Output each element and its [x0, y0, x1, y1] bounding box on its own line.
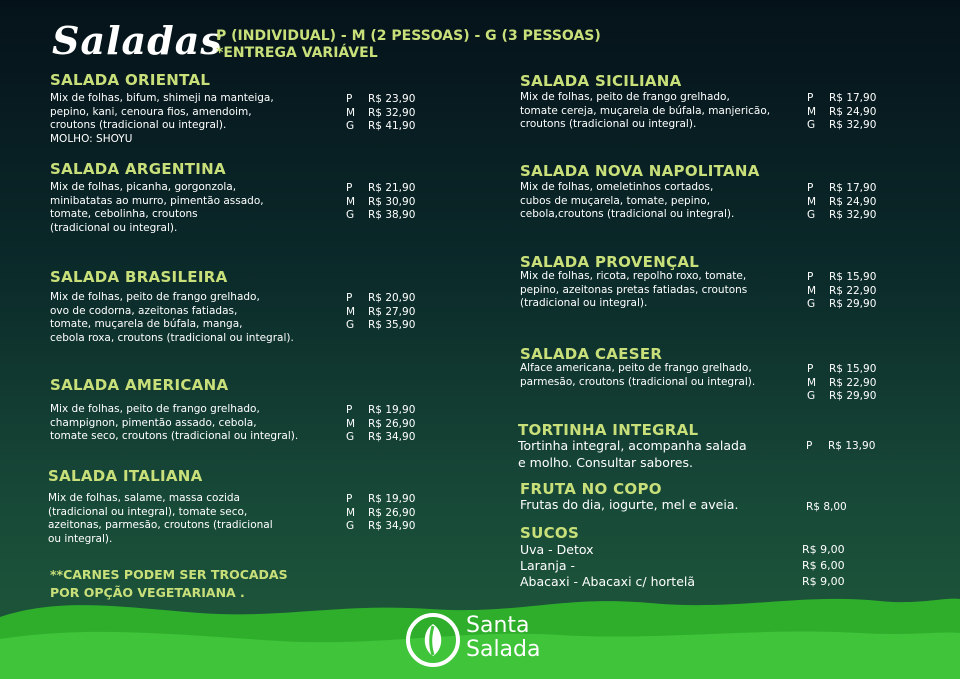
size-label: G: [346, 209, 355, 222]
desc-line: Mix de folhas, peito de frango grelhado,: [50, 403, 260, 415]
price: R$ 29,90: [829, 390, 877, 403]
menu-item-salad: [50, 160, 450, 234]
juice-label: Abacaxi - Abacaxi c/ hortelã: [520, 574, 696, 589]
menu-item-salad: [50, 376, 450, 444]
item-name: SALADA AMERICANA: [50, 376, 229, 394]
price: R$ 15,90: [829, 363, 877, 375]
price-row: [346, 107, 415, 121]
desc-line: cubos de muçarela, tomate, pepino,: [520, 194, 711, 207]
price: R$ 22,90: [829, 376, 877, 389]
price: R$ 17,90: [829, 182, 877, 194]
desc-line: cebola roxa, croutons (tradicional ou integral).: [50, 331, 294, 344]
menu-item-salad: [48, 467, 448, 545]
size-label: M: [346, 506, 356, 519]
item-name: SALADA ORIENTAL: [50, 71, 211, 89]
desc-line: champignon, pimentão assado, cebola,: [50, 416, 257, 429]
item-description: [50, 181, 264, 235]
size-label: P: [807, 271, 814, 283]
menu-item-sucos: [520, 524, 900, 542]
juice-label: Uva - Detox: [520, 542, 594, 557]
price: R$ 32,90: [368, 106, 416, 119]
price: R$ 8,00: [806, 501, 847, 513]
price-row: [807, 363, 876, 377]
price: R$ 21,90: [368, 182, 416, 194]
desc-line: tomate, cebolinha, croutons: [50, 208, 198, 221]
desc-line: tomate cereja, muçarela de búfala, manjericão,: [520, 104, 771, 117]
price: R$ 17,90: [829, 92, 877, 104]
size-label: M: [346, 417, 356, 430]
desc-line: minibatatas ao murro, pimentão assado,: [50, 194, 264, 207]
price-list: [346, 182, 415, 223]
juice-price: R$ 6,00: [802, 559, 845, 572]
juice-row: [520, 574, 845, 590]
item-name: SALADA NOVA NAPOLITANA: [520, 162, 760, 180]
price: R$ 19,90: [368, 493, 416, 505]
price-row: [807, 209, 876, 223]
desc-line: (tradicional ou integral).: [520, 297, 648, 310]
item-name: SALADA PROVENÇAL: [520, 253, 700, 271]
item-description: [50, 92, 274, 146]
menu-item-fruta: [520, 480, 900, 513]
price-list: [346, 93, 415, 134]
item-name: SALADA ARGENTINA: [50, 160, 226, 178]
brand-line: Santa: [466, 613, 530, 638]
menu-title: Saladas: [52, 18, 223, 63]
item-description: Frutas do dia, iogurte, mel e aveia.: [520, 497, 739, 512]
price-row: [346, 292, 415, 306]
desc-line: pepino, azeitonas pretas fatiadas, croutons: [520, 283, 748, 296]
size-label: G: [807, 119, 816, 132]
size-label: M: [346, 106, 356, 119]
size-label: M: [807, 376, 817, 389]
price-list: [807, 271, 876, 312]
brand-logo: [404, 608, 564, 672]
price: R$ 22,90: [829, 284, 877, 297]
price: R$ 41,90: [368, 120, 416, 133]
juice-label: Laranja -: [520, 558, 575, 573]
item-description: [50, 403, 298, 444]
price-list: [807, 182, 876, 223]
size-label: P: [346, 493, 353, 505]
desc-line: pepino, kani, cenoura fios, amendoim,: [50, 105, 252, 118]
size-label: M: [346, 195, 356, 208]
price: R$ 26,90: [368, 506, 416, 519]
desc-line: MOLHO: SHOYU: [50, 132, 133, 145]
item-description: [520, 270, 747, 311]
desc-line: cebola,croutons (tradicional ou integral).: [520, 208, 735, 221]
item-description: [48, 492, 273, 546]
size-label: M: [807, 284, 817, 297]
price: R$ 38,90: [368, 209, 416, 222]
size-legend-line: P (INDIVIDUAL) - M (2 PESSOAS) - G (3 PESSOAS): [216, 28, 601, 44]
item-description: [50, 291, 294, 345]
price: R$ 26,90: [368, 417, 416, 430]
size-label: P: [346, 292, 353, 304]
desc-line: tomate seco, croutons (tradicional ou integral).: [50, 430, 299, 443]
price: R$ 15,90: [829, 271, 877, 283]
item-name: SUCOS: [520, 524, 580, 542]
price-row: [807, 106, 876, 120]
price: R$ 29,90: [829, 298, 877, 311]
price: R$ 13,90: [828, 440, 876, 452]
price-row: [346, 404, 415, 418]
desc-line: Mix de folhas, salame, massa cozida: [48, 492, 240, 504]
leaf-circle-icon: [404, 611, 462, 669]
desc-line: ou integral).: [48, 532, 113, 545]
desc-line: croutons (tradicional ou integral).: [520, 118, 697, 131]
size-label: G: [346, 431, 355, 444]
price-list: [346, 292, 415, 333]
price-row: [807, 92, 876, 106]
price-row: [807, 196, 876, 210]
price-row: [346, 418, 415, 432]
size-label: G: [807, 390, 816, 403]
price-row: [807, 271, 876, 285]
size-label: P: [807, 363, 814, 375]
desc-line: Mix de folhas, ricota, repolho roxo, tomate,: [520, 270, 747, 282]
price-row: [346, 209, 415, 223]
size-label: P: [346, 182, 353, 194]
menu-item-tortinha: [518, 421, 898, 470]
price-row: [807, 182, 876, 196]
item-name: SALADA ITALIANA: [48, 467, 203, 485]
item-name: FRUTA NO COPO: [520, 480, 662, 498]
desc-line: Alface americana, peito de frango grelhado,: [520, 362, 752, 374]
menu-item-salad: [520, 253, 920, 311]
size-label: G: [346, 120, 355, 133]
desc-line: (tradicional ou integral), tomate seco,: [48, 505, 248, 518]
price-row: [346, 120, 415, 134]
price: R$ 32,90: [829, 119, 877, 132]
desc-line: azeitonas, parmesão, croutons (tradicional: [48, 519, 273, 532]
desc-line: Mix de folhas, picanha, gorgonzola,: [50, 181, 237, 193]
price: R$ 32,90: [829, 209, 877, 222]
size-label: G: [346, 319, 355, 332]
price-row: [807, 298, 876, 312]
desc-line: (tradicional ou integral).: [50, 221, 178, 234]
size-label: P: [807, 182, 814, 194]
menu-item-salad: [50, 268, 450, 344]
desc-line: Tortinha integral, acompanha salada: [518, 438, 747, 453]
desc-line: Mix de folhas, omeletinhos cortados,: [520, 181, 714, 193]
size-label: G: [807, 209, 816, 222]
price-list: [346, 493, 415, 534]
price: R$ 24,90: [829, 105, 877, 118]
desc-line: tomate, muçarela de búfala, manga,: [50, 318, 243, 331]
desc-line: croutons (tradicional ou integral).: [50, 119, 227, 132]
desc-line: ovo de codorna, azeitonas fatiadas,: [50, 304, 238, 317]
size-label: M: [807, 105, 817, 118]
price: R$ 19,90: [368, 404, 416, 416]
price-list: [807, 363, 876, 404]
price-row: [807, 119, 876, 133]
desc-line: Mix de folhas, bifum, shimeji na manteiga,: [50, 92, 274, 104]
item-name: SALADA BRASILEIRA: [50, 268, 228, 286]
price-row: [346, 493, 415, 507]
desc-line: Mix de folhas, peito de frango grelhado,: [520, 91, 730, 103]
price-row: [346, 319, 415, 333]
price-row: [807, 377, 876, 391]
price: R$ 20,90: [368, 292, 416, 304]
size-label: M: [807, 195, 817, 208]
desc-line: e molho. Consultar sabores.: [518, 454, 693, 470]
item-name: SALADA SICILIANA: [520, 72, 682, 90]
menu-item-salad: [520, 72, 920, 132]
size-label: G: [346, 520, 355, 533]
price-list: [806, 440, 875, 454]
price-row: [346, 196, 415, 210]
price-row: [346, 520, 415, 534]
size-label: P: [346, 404, 353, 416]
menu-item-salad: [520, 162, 920, 222]
price: R$ 24,90: [829, 195, 877, 208]
size-label: M: [346, 305, 356, 318]
brand-line: Salada: [466, 637, 541, 662]
price: R$ 34,90: [368, 431, 416, 444]
juice-price: R$ 9,00: [802, 575, 845, 588]
size-legend: [216, 28, 601, 62]
size-label: P: [807, 92, 814, 104]
price-row: [346, 93, 415, 107]
price-row: [807, 285, 876, 299]
item-description: [520, 362, 755, 389]
price: R$ 34,90: [368, 520, 416, 533]
size-label: G: [807, 298, 816, 311]
size-label: P: [806, 440, 813, 452]
price: R$ 27,90: [368, 305, 416, 318]
price-list: [346, 404, 415, 445]
note-line: POR OPÇÃO VEGETARIANA .: [50, 585, 245, 600]
desc-line: parmesão, croutons (tradicional ou integral).: [520, 375, 756, 388]
price: R$ 23,90: [368, 93, 416, 105]
price-row: [346, 306, 415, 320]
delivery-note: *ENTREGA VARIÁVEL: [216, 45, 378, 61]
price-row: [346, 507, 415, 521]
price: R$ 30,90: [368, 195, 416, 208]
item-description: [518, 438, 747, 471]
juice-price: R$ 9,00: [802, 543, 845, 556]
item-name: TORTINHA INTEGRAL: [518, 421, 699, 439]
note-line: **CARNES PODEM SER TROCADAS: [50, 567, 288, 582]
item-description: [520, 91, 770, 132]
price: R$ 35,90: [368, 319, 416, 332]
menu-item-salad: [520, 345, 920, 403]
size-label: P: [346, 93, 353, 105]
brand-name: [466, 614, 541, 662]
menu-item-salad: [50, 71, 450, 145]
juice-row: [520, 558, 845, 574]
item-description: [520, 181, 734, 222]
item-name: SALADA CAESER: [520, 345, 663, 363]
price-row: [346, 182, 415, 196]
price-list: [807, 92, 876, 133]
desc-line: Mix de folhas, peito de frango grelhado,: [50, 291, 260, 303]
price-row: [346, 431, 415, 445]
juice-row: [520, 542, 845, 558]
price-row: [807, 390, 876, 404]
